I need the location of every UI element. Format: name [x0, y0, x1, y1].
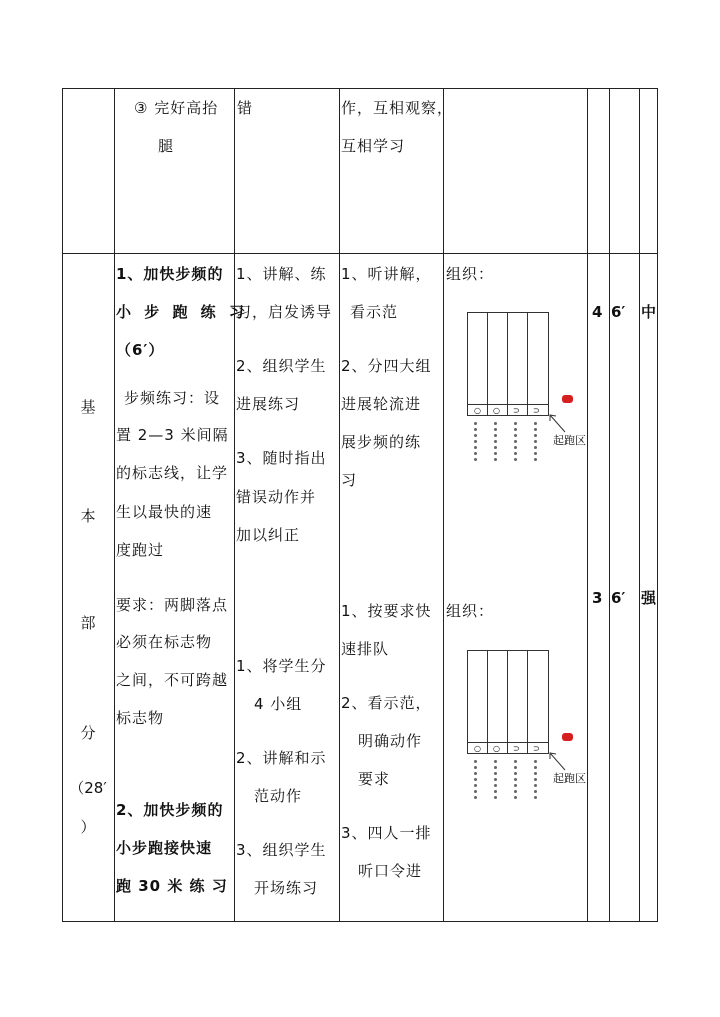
student-line: 2、看示范， [341, 694, 432, 712]
student-line: 速排队 [341, 640, 390, 658]
item1-title-line: 1、加快步频的 [116, 265, 224, 283]
section-time: （28′ [69, 779, 107, 797]
col-line-4 [443, 88, 444, 922]
col-line-7 [639, 88, 640, 922]
student-line: 明确动作 [358, 732, 423, 750]
student-dots [514, 422, 518, 464]
organization-label: 组织： [446, 265, 495, 283]
intensity-value: 中 [641, 303, 657, 321]
item1-requirement-line: 之间，不可跨越 [116, 671, 229, 689]
item1-title-line: 小 步 跑 练 习 [116, 303, 248, 321]
lane [467, 650, 487, 754]
item2-title-line: 2、加快步频的 [116, 801, 224, 819]
teacher-line: 开场练习 [254, 879, 319, 897]
teacher-line: 进展练习 [236, 395, 301, 413]
student-dots [474, 760, 478, 802]
row1-student-line: 互相学习 [341, 137, 406, 155]
item2-title-line: 跑 30 米 练 习 [116, 877, 228, 895]
teacher-line: 1、讲解、练 [236, 265, 327, 283]
student-line: 要求 [358, 770, 391, 788]
arrow-icon [547, 750, 567, 772]
col-line-8 [657, 88, 658, 922]
section-char: 本 [80, 507, 96, 525]
student-dots [474, 422, 478, 464]
time-value: 6′ [611, 589, 626, 607]
teacher-line: 错误动作并 [236, 488, 317, 506]
row1-content-line: 腿 [158, 137, 175, 155]
lane [487, 312, 507, 416]
teacher-line: 3、组织学生 [236, 841, 327, 859]
row1-teacher-line: 错 [237, 99, 254, 117]
lane-marker: ○ [493, 744, 500, 753]
student-line: 习 [341, 471, 358, 489]
lane-marker: ⊃ [513, 406, 520, 415]
lane [527, 650, 549, 754]
lane-marker: ○ [474, 406, 481, 415]
student-line: 展步频的练 [341, 433, 422, 451]
student-line: 进展轮流进 [341, 395, 422, 413]
item1-desc-line: 生以最快的速 [116, 503, 213, 521]
student-line: 1、按要求快 [341, 602, 432, 620]
item1-title-line: （6′） [116, 341, 165, 359]
lane [487, 650, 507, 754]
lane-marker: ○ [474, 744, 481, 753]
item2-title-line: 小步跑接快速 [116, 839, 213, 857]
table-top-border [62, 88, 658, 89]
row1-student-line: 作，互相观察， [341, 99, 454, 117]
section-char: 部 [80, 614, 96, 632]
teacher-line: 加以纠正 [236, 526, 301, 544]
item1-requirement-line: 必须在标志物 [116, 633, 213, 651]
formation-diagram [467, 312, 587, 462]
item1-desc-line: 置 2—3 米间隔 [116, 426, 229, 444]
student-line: 3、四人一排 [341, 824, 432, 842]
section-char: 基 [80, 398, 96, 416]
section-time: ） [80, 818, 96, 836]
lane-marker: ⊃ [533, 744, 540, 753]
col-line-6 [609, 88, 610, 922]
student-line: 听口令进 [358, 862, 423, 880]
teacher-line: 范动作 [254, 787, 303, 805]
lane [527, 312, 549, 416]
count-value: 4 [592, 303, 603, 321]
intensity-value: 强 [641, 589, 657, 607]
teacher-line: 1、将学生分 [236, 657, 327, 675]
student-line: 看示范 [350, 303, 399, 321]
student-dots [534, 760, 538, 802]
item1-desc-line: 的标志线，让学 [116, 464, 229, 482]
lane-marker: ⊃ [513, 744, 520, 753]
item1-requirement-line: 标志物 [116, 709, 165, 727]
item1-desc-line: 步频练习：设 [124, 389, 221, 407]
student-dots [534, 422, 538, 464]
col-line-2 [234, 88, 235, 922]
col-line-3 [339, 88, 340, 922]
col-line-5 [587, 88, 588, 922]
lane [507, 650, 527, 754]
row1-content-line: ③ 完好高抬 [134, 99, 219, 117]
section-char: 分 [80, 724, 96, 742]
col-line-1 [114, 88, 115, 922]
student-dots [494, 760, 498, 802]
teacher-line: 3、随时指出 [236, 449, 327, 467]
item1-desc-line: 度跑过 [116, 541, 165, 559]
lane-marker: ○ [493, 406, 500, 415]
table-bottom-border [62, 921, 658, 922]
teacher-line: 习，启发诱导 [236, 303, 333, 321]
arrow-icon [547, 412, 567, 434]
student-line: 2、分四大组 [341, 357, 432, 375]
teacher-line: 4 小组 [254, 695, 303, 713]
lane [507, 312, 527, 416]
formation-diagram [467, 650, 587, 800]
student-dots [494, 422, 498, 464]
organization-label: 组织： [446, 602, 495, 620]
item1-requirement-line: 要求：两脚落点 [116, 596, 229, 614]
row-divider [62, 253, 658, 254]
lane [467, 312, 487, 416]
teacher-line: 2、讲解和示 [236, 749, 327, 767]
time-value: 6′ [611, 303, 626, 321]
red-marker [562, 733, 573, 741]
red-marker [562, 395, 573, 403]
lane-marker: ⊃ [533, 406, 540, 415]
student-line: 1、听讲解， [341, 265, 432, 283]
start-area-label: 起跑区 [553, 772, 586, 785]
teacher-line: 2、组织学生 [236, 357, 327, 375]
start-area-label: 起跑区 [553, 434, 586, 447]
count-value: 3 [592, 589, 603, 607]
student-dots [514, 760, 518, 802]
